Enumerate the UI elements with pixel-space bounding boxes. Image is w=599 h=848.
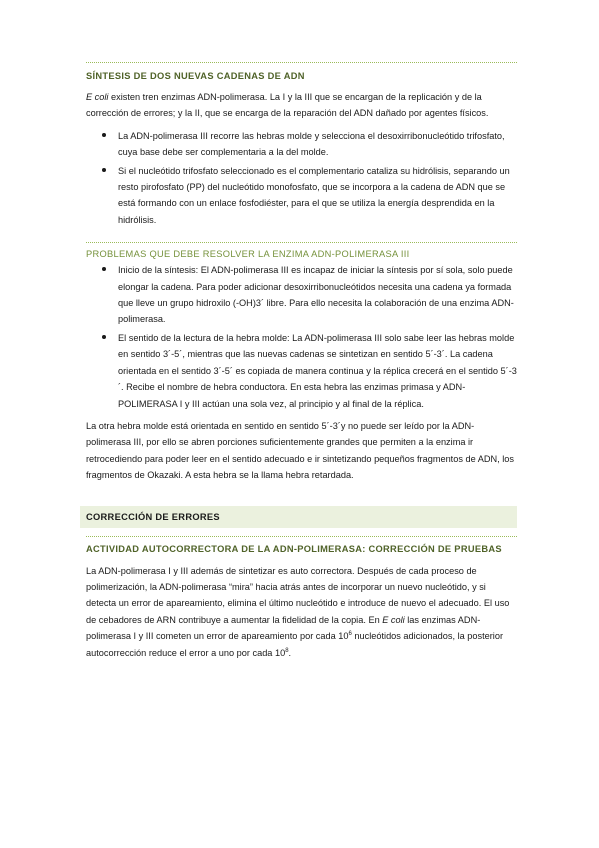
species-name: E coli xyxy=(86,92,109,102)
section-heading-sintesis: SÍNTESIS DE DOS NUEVAS CADENAS DE ADN xyxy=(86,71,305,81)
section-heading-problemas: PROBLEMAS QUE DEBE RESOLVER LA ENZIMA ADN-POLIMERASA III xyxy=(86,249,410,260)
sintesis-bullet-list xyxy=(86,128,517,228)
list-item: Si el nucleótido trifosfato seleccionado es el complementario cataliza su hidrólisis, separando un resto pirofosfato (PP) del nucleótido monofosfato, que se incorpora a la cadena de ADN que se está formando con un enlace fosfodiéster, para el que se utiliza la energía desprendida en la hidrólisis. xyxy=(118,163,517,229)
section-divider xyxy=(86,536,517,537)
intro-paragraph xyxy=(86,89,517,122)
problemas-bullet-list xyxy=(86,262,517,412)
autocorreccion-paragraph: La ADN-polimerasa I y III además de sintetizar es auto correctora. Después de cada proceso de polimerización, la ADN-polimerasa “mira” hacia atrás antes de incorporar un nuevo nucleótido, y si detecta un error de apareamiento, elimina el último nucleótido e introduce de nuevo el adecuado. El uso de cebadores de ARN contribuye a aumentar la fidelidad de la copia. En E coli las enzimas ADN-polimerasa I y III cometen un error de apareamiento por cada $10^6$ nucleótidos adicionados, la posterior autocorrección reduce el error a uno por cada $10^8$. xyxy=(86,565,510,658)
bullet-icon xyxy=(102,133,106,137)
species-name: E coli xyxy=(382,614,405,625)
intro-text: existen tren enzimas ADN-polimerasa. La I y la III que se encargan de la replicación y de la corrección de errores; y la II, que se encarga de la reparación del ADN dañado por agentes físicos. xyxy=(86,92,489,119)
exponent: 8 xyxy=(285,647,289,654)
section-heading-actividad: ACTIVIDAD AUTOCORRECTORA DE LA ADN-POLIMERASA: CORRECCIÓN DE PRUEBAS xyxy=(86,543,502,554)
exponent: 6 xyxy=(348,631,352,638)
bullet-icon xyxy=(102,267,106,271)
section-heading-correccion: CORRECCIÓN DE ERRORES xyxy=(80,506,517,528)
list-item: El sentido de la lectura de la hebra molde: La ADN-polimerasa III solo sabe leer las hebras molde en sentido 3´-5´, mientras que las nuevas cadenas se sintetizan en sentido 5´-3´. La cadena orientada en el sentido 3´-5´ es copiada de manera continua y la réplica crecerá en el sentido 5´-3´. Recibe el nombre de hebra conductora. En esta hebra las enzimas primasa y ADN-POLIMERASA I y III actúan una sola vez, al principio y al final de la réplica. xyxy=(118,330,517,412)
section-divider xyxy=(86,242,517,243)
document-page xyxy=(86,62,517,661)
bullet-icon xyxy=(102,335,106,339)
section-divider xyxy=(86,62,517,63)
bullet-icon xyxy=(102,168,106,172)
list-item: Inicio de la síntesis: El ADN-polimerasa III es incapaz de iniciar la síntesis por sí sola, solo puede elongar la cadena. Para poder adicionar desoxirribonucleótidos necesita una cadena ya formada que lleve un grupo hidroxilo (-OH)3´ libre. Para ello necesita la colaboración de una enzima ADN-polimerasa. xyxy=(118,262,517,328)
list-item: La ADN-polimerasa III recorre las hebras molde y selecciona el desoxirribonucleótido trifosfato, cuya base debe ser complementaria a la del molde. xyxy=(118,128,517,161)
okazaki-paragraph: La otra hebra molde está orientada en sentido en sentido 5´-3´y no puede ser leído por la ADN-polimerasa III, por ello se abren porciones suficientemente grandes que permiten a la enzima ir retrocediendo para poder leer en el sentido adecuado e ir sintetizando pequeños fragmentos de ADN, los fragmentos de Okazaki. A esta hebra se la llama hebra retardada. xyxy=(86,420,515,481)
